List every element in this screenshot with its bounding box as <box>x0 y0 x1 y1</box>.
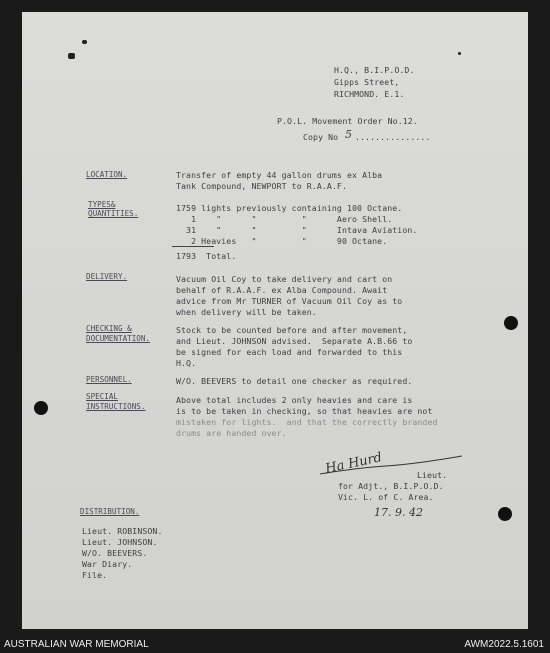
body-line: Above total includes 2 only heavies and care is <box>176 395 413 405</box>
body-line: and Lieut. JOHNSON advised. Separate A.B.66 to <box>176 336 413 346</box>
footer-credit: AUSTRALIAN WAR MEMORIAL <box>4 639 149 650</box>
header-line: H.Q., B.I.P.O.D. <box>334 65 415 75</box>
header-line: Gipps Street, <box>334 77 400 87</box>
footer-accession: AWM2022.5.1601 <box>464 639 544 650</box>
section-label-checking: CHECKING & <box>86 324 132 333</box>
copy-dots: ............... <box>355 132 431 142</box>
body-line: Transfer of empty 44 gallon drums ex Alba <box>176 170 383 180</box>
document-page <box>22 12 528 629</box>
distribution-item: Lieut. JOHNSON. <box>82 537 158 547</box>
distribution-item: War Diary. <box>82 559 133 569</box>
handwritten-signature: Ha Hurd <box>324 450 384 477</box>
section-label-types: TYPES& <box>88 200 116 209</box>
section-label-special: SPECIAL <box>86 392 119 401</box>
body-line: when delivery will be taken. <box>176 307 317 317</box>
copy-label: Copy No <box>303 132 339 142</box>
distribution-item: File. <box>82 570 108 580</box>
body-line: is to be taken in checking, so that heavies are not <box>176 406 433 416</box>
body-line: Stock to be counted before and after movement, <box>176 325 408 335</box>
section-label-location: LOCATION. <box>86 170 128 179</box>
signature-area: Vic. L. of C. Area. <box>338 492 434 502</box>
body-line: drums are handed over. <box>176 428 287 438</box>
section-label-distribution: DISTRIBUTION. <box>80 507 140 516</box>
quantity-row: 1759 lights previously containing 100 Octane. <box>176 203 403 213</box>
punch-hole <box>34 401 48 415</box>
body-line: H.Q. <box>176 358 197 368</box>
quantity-row: 31 " " " Intava Aviation. <box>176 225 418 235</box>
order-title: P.O.L. Movement Order No.12. <box>277 116 418 126</box>
quantity-row: 2 Heavies " " 90 Octane. <box>176 236 388 246</box>
section-label-instructions: INSTRUCTIONS. <box>86 402 146 411</box>
body-line: mistaken for lights. and that the correctly branded <box>176 417 438 427</box>
total-rule <box>172 246 214 247</box>
mark <box>458 52 461 55</box>
distribution-item: Lieut. ROBINSON. <box>82 526 163 536</box>
body-line: advice from Mr TURNER of Vacuum Oil Coy as to <box>176 296 403 306</box>
signature-unit: for Adjt., B.I.P.O.D. <box>338 481 444 491</box>
section-label-delivery: DELIVERY. <box>86 272 128 281</box>
copy-number: 5 <box>345 128 353 141</box>
signature-rank: Lieut. <box>417 470 448 480</box>
body-line: Vacuum Oil Coy to take delivery and cart on <box>176 274 393 284</box>
punch-hole <box>504 316 518 330</box>
punch-hole <box>498 507 512 521</box>
handwritten-date: 17. 9. 42 <box>374 506 423 519</box>
quantity-row: 1 " " " Aero Shell. <box>176 214 393 224</box>
body-line: behalf of R.A.A.F. ex Alba Compound. Await <box>176 285 388 295</box>
mark <box>82 40 87 44</box>
mark <box>68 53 75 59</box>
section-label-personnel: PERSONNEL. <box>86 375 132 384</box>
section-label-quantities: QUANTITIES. <box>88 209 139 218</box>
body-line: Tank Compound, NEWPORT to R.A.A.F. <box>176 181 347 191</box>
body-line: W/O. BEEVERS to detail one checker as required. <box>176 376 413 386</box>
header-line: RICHMOND. E.1. <box>334 89 405 99</box>
body-line: be signed for each load and forwarded to this <box>176 347 403 357</box>
quantity-total: 1793 Total. <box>176 251 237 261</box>
distribution-item: W/O. BEEVERS. <box>82 548 148 558</box>
section-label-documentation: DOCUMENTATION. <box>86 334 151 343</box>
